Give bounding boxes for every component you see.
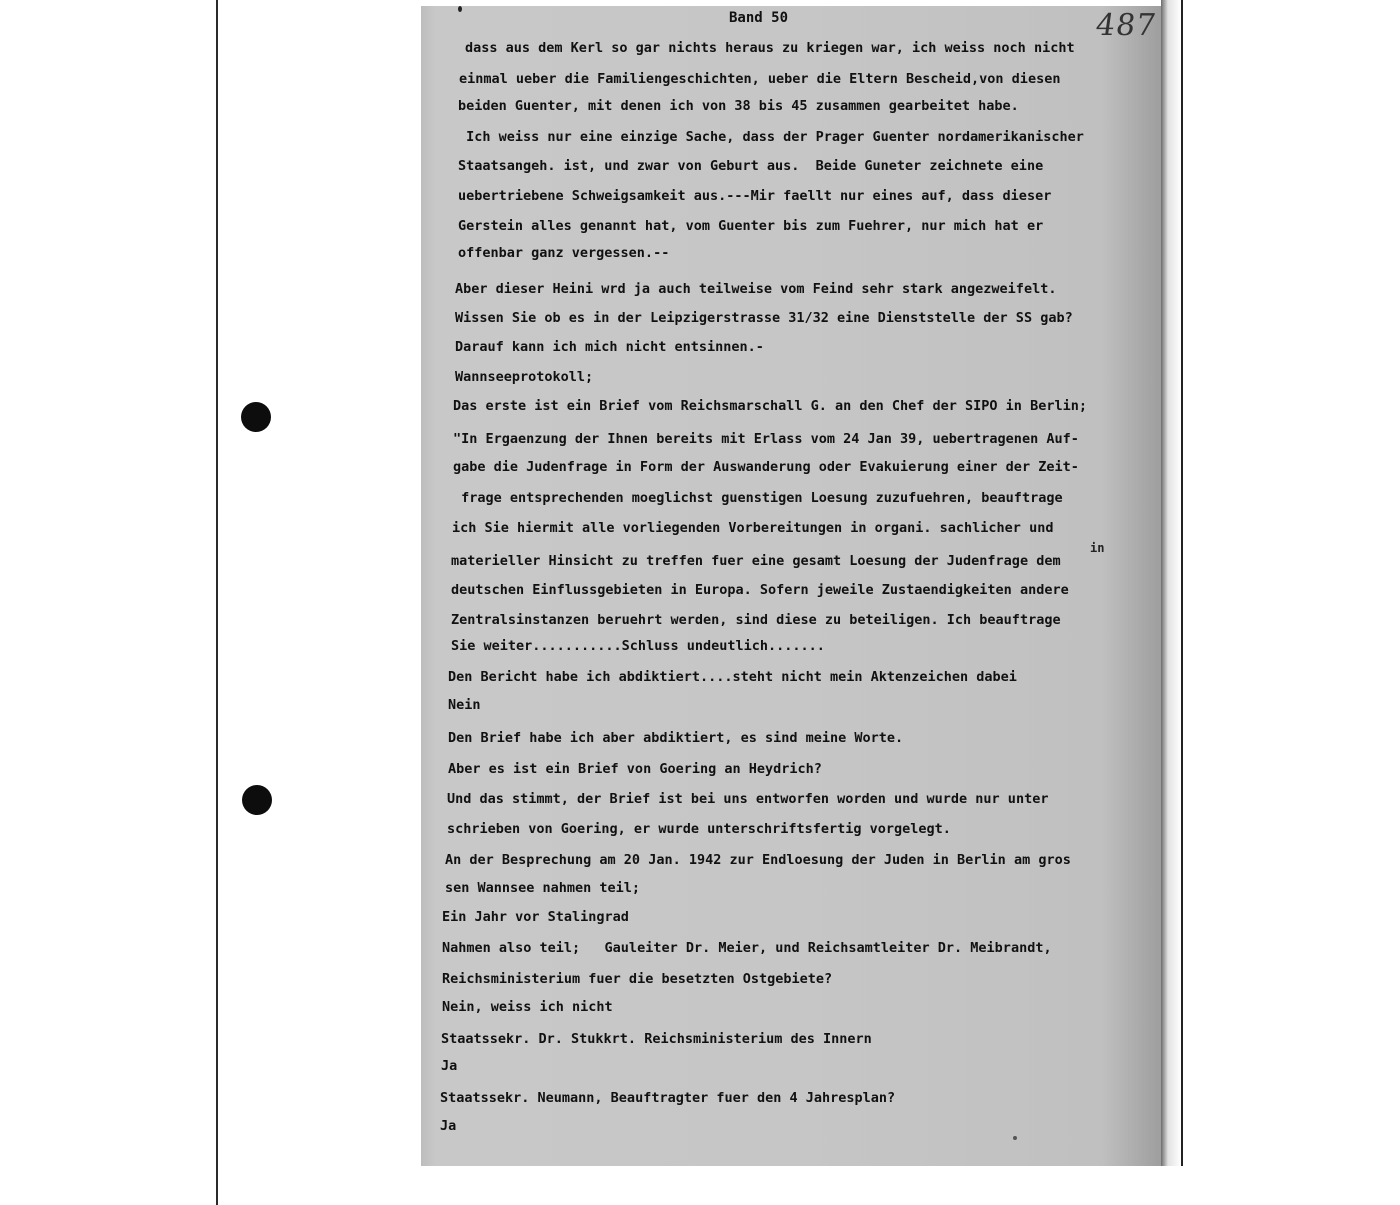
- text-line: Ich weiss nur eine einzige Sache, dass der Prager Guenter nordamerikanischer: [458, 129, 1084, 145]
- text-line: uebertriebene Schweigsamkeit aus.---Mir faellt nur eines auf, dass dieser: [458, 188, 1052, 204]
- page-edge-shadow: [1161, 0, 1183, 1205]
- text-line: einmal ueber die Familiengeschichten, ueber die Eltern Bescheid,von diesen: [459, 71, 1061, 87]
- text-line: Staatsangeh. ist, und zwar von Geburt aus. Beide Guneter zeichnete eine: [458, 158, 1044, 174]
- text-line: Nein, weiss ich nicht: [442, 999, 613, 1015]
- text-line: Darauf kann ich mich nicht entsinnen.-: [455, 339, 764, 355]
- text-line: offenbar ganz vergessen.--: [458, 245, 670, 261]
- text-line: "In Ergaenzung der Ihnen bereits mit Erlass vom 24 Jan 39, uebertragenen Auf-: [453, 431, 1079, 447]
- scan-speck: [1013, 1136, 1017, 1140]
- text-line: Und das stimmt, der Brief ist bei uns entworfen worden und wurde nur unter: [447, 791, 1049, 807]
- text-line: Aber es ist ein Brief von Goering an Heydrich?: [448, 761, 822, 777]
- text-line: Staatssekr. Neumann, Beauftragter fuer den 4 Jahresplan?: [440, 1090, 896, 1106]
- text-line: Zentralsinstanzen beruehrt werden, sind diese zu beteiligen. Ich beauftrage: [451, 612, 1061, 628]
- text-line: dass aus dem Kerl so gar nichts heraus zu kriegen war, ich weiss noch nicht: [465, 40, 1075, 56]
- punch-hole-top: [241, 402, 271, 432]
- text-line: Sie weiter...........Schluss undeutlich.......: [451, 638, 825, 654]
- text-line: schrieben von Goering, er wurde unterschriftsfertig vorgelegt.: [447, 821, 951, 837]
- text-line: Ja: [440, 1118, 457, 1134]
- text-line: Den Brief habe ich aber abdiktiert, es sind meine Worte.: [448, 730, 904, 746]
- text-line: Nahmen also teil; Gauleiter Dr. Meier, und Reichsamtleiter Dr. Meibrandt,: [442, 940, 1052, 956]
- text-line: Ein Jahr vor Stalingrad: [442, 909, 629, 925]
- text-line: materieller Hinsicht zu treffen fuer eine gesamt Loesung der Judenfrage dem: [451, 553, 1061, 569]
- text-line: Ja: [441, 1058, 458, 1074]
- text-line: gabe die Judenfrage in Form der Auswanderung oder Evakuierung einer der Zeit-: [453, 459, 1079, 475]
- text-line: Aber dieser Heini wrd ja auch teilweise vom Feind sehr stark angezweifelt.: [455, 281, 1057, 297]
- text-line: Wannseeprotokoll;: [455, 369, 594, 385]
- text-line: Nein: [448, 697, 481, 713]
- interlinear-insert: in: [1090, 541, 1105, 555]
- text-line: beiden Guenter, mit denen ich von 38 bis 45 zusammen gearbeitet habe.: [458, 98, 1019, 114]
- text-line: Staatssekr. Dr. Stukkrt. Reichsministerium des Innern: [441, 1031, 872, 1047]
- text-line: frage entsprechenden moeglichst guenstigen Loesung zuzufuehren, beauftrage: [453, 490, 1063, 506]
- bottom-margin: [421, 1166, 1183, 1205]
- text-line: ich Sie hiermit alle vorliegenden Vorbereitungen in organi. sachlicher und: [452, 520, 1054, 536]
- left-blank-sheet: [216, 0, 438, 1205]
- text-line: sen Wannsee nahmen teil;: [445, 880, 641, 896]
- text-line: Reichsministerium fuer die besetzten Ostgebiete?: [442, 971, 833, 987]
- page-mark: [458, 6, 462, 12]
- text-line: Das erste ist ein Brief vom Reichsmarschall G. an den Chef der SIPO in Berlin;: [453, 398, 1087, 414]
- punch-hole-bottom: [242, 785, 272, 815]
- text-line: deutschen Einflussgebieten in Europa. Sofern jeweile Zustaendigkeiten andere: [451, 582, 1069, 598]
- text-line: Den Bericht habe ich abdiktiert....steht nicht mein Aktenzeichen dabei: [448, 669, 1017, 685]
- text-line: Wissen Sie ob es in der Leipzigerstrasse 31/32 eine Dienststelle der SS gab?: [455, 310, 1073, 326]
- text-line: An der Besprechung am 20 Jan. 1942 zur Endloesung der Juden in Berlin am gros: [445, 852, 1071, 868]
- text-line: Gerstein alles genannt hat, vom Guenter bis zum Fuehrer, nur mich hat er: [458, 218, 1044, 234]
- page-header: Band 50: [729, 10, 789, 26]
- handwritten-folio-number: 487: [1093, 8, 1159, 43]
